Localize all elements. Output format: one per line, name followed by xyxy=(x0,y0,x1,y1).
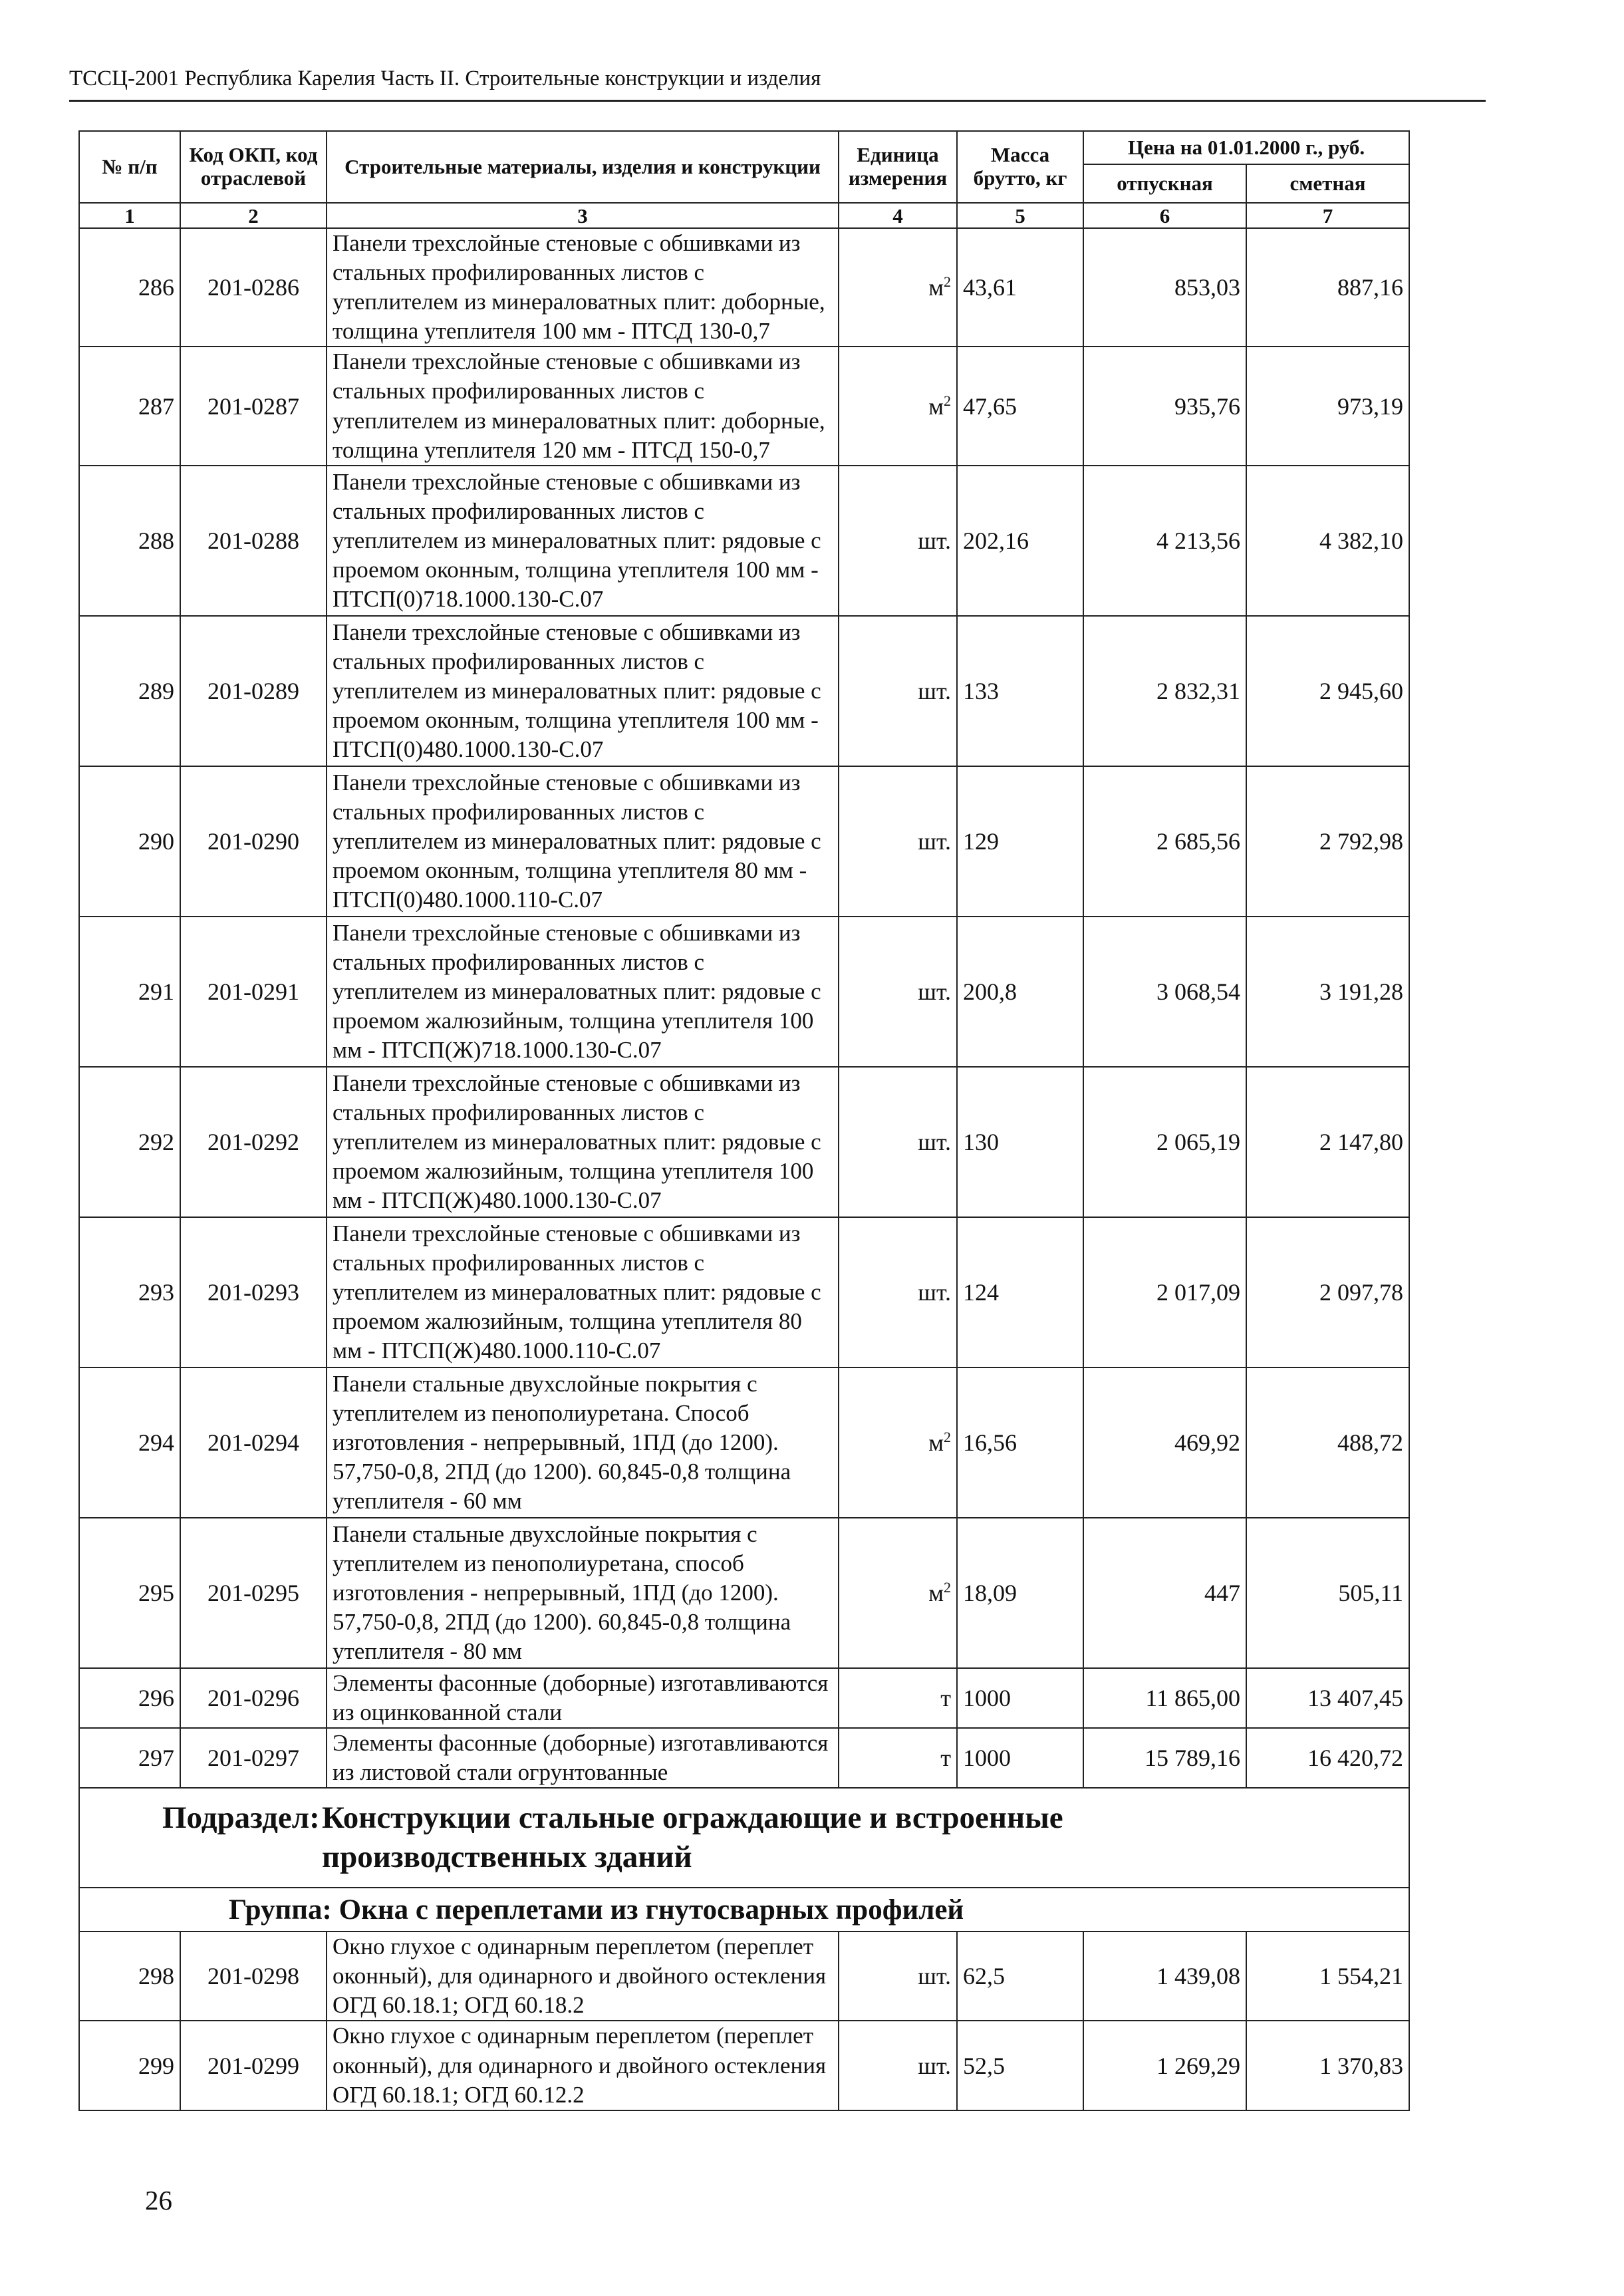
row-price-release: 4 213,56 xyxy=(1083,466,1246,616)
row-code: 201-0290 xyxy=(180,766,327,917)
header-price-group: Цена на 01.01.2000 г., руб. xyxy=(1083,131,1409,164)
table-row xyxy=(79,1367,1409,1518)
header-mass: Масса брутто, кг xyxy=(957,131,1083,203)
group-title: Окна с переплетами из гнутосварных профилей xyxy=(338,1894,964,1926)
row-description: Панели трехслойные стеновые с обшивками из стальных профилированных листов с утеплителем из минераловатных плит: рядовые с проемом оконным, толщина утеплителя 100 мм - ПТСП(0)718.1000.130-С.07 xyxy=(327,466,839,616)
row-unit: шт. xyxy=(839,1217,957,1367)
row-price-release: 3 068,54 xyxy=(1083,917,1246,1067)
row-description: Панели трехслойные стеновые с обшивками из стальных профилированных листов с утеплителем из минераловатных плит: рядовые с проемом жалюзийным, толщина утеплителя 100 мм - ПТСП(Ж)480.1000.130-С.07 xyxy=(327,1067,839,1217)
row-code: 201-0297 xyxy=(180,1728,327,1788)
row-description: Окно глухое с одинарным переплетом (переплет оконный), для одинарного и двойного остекления ОГД 60.18.1; ОГД 60.12.2 xyxy=(327,2021,839,2110)
row-mass: 43,61 xyxy=(957,228,1083,347)
table-row xyxy=(79,1217,1409,1367)
row-price-release: 11 865,00 xyxy=(1083,1668,1246,1728)
row-number: 286 xyxy=(79,228,180,347)
row-code: 201-0291 xyxy=(180,917,327,1067)
table-row xyxy=(79,347,1409,465)
row-price-estimate: 488,72 xyxy=(1246,1367,1409,1518)
header-price-estimate: сметная xyxy=(1246,164,1409,203)
row-code: 201-0298 xyxy=(180,1932,327,2021)
row-mass: 130 xyxy=(957,1067,1083,1217)
row-number: 296 xyxy=(79,1668,180,1728)
row-price-estimate: 2 097,78 xyxy=(1246,1217,1409,1367)
row-price-release: 2 685,56 xyxy=(1083,766,1246,917)
table-row xyxy=(79,1668,1409,1728)
row-price-estimate: 2 792,98 xyxy=(1246,766,1409,917)
group-label: Группа: xyxy=(229,1894,332,1926)
row-code: 201-0289 xyxy=(180,616,327,766)
column-number: 5 xyxy=(957,203,1083,228)
row-price-release: 1 439,08 xyxy=(1083,1932,1246,2021)
row-description: Окно глухое с одинарным переплетом (переплет оконный), для одинарного и двойного остекления ОГД 60.18.1; ОГД 60.18.2 xyxy=(327,1932,839,2021)
row-unit: шт. xyxy=(839,766,957,917)
table-row xyxy=(79,917,1409,1067)
group-heading xyxy=(79,1888,1409,1932)
header-num: № п/п xyxy=(79,131,180,203)
row-price-estimate: 13 407,45 xyxy=(1246,1668,1409,1728)
row-description: Панели трехслойные стеновые с обшивками из стальных профилированных листов с утеплителем из минераловатных плит: рядовые с проемом оконным, толщина утеплителя 80 мм - ПТСП(0)480.1000.110-С.07 xyxy=(327,766,839,917)
row-mass: 62,5 xyxy=(957,1932,1083,2021)
row-price-release: 935,76 xyxy=(1083,347,1246,465)
row-number: 294 xyxy=(79,1367,180,1518)
row-number: 299 xyxy=(79,2021,180,2110)
row-code: 201-0288 xyxy=(180,466,327,616)
row-mass: 1000 xyxy=(957,1668,1083,1728)
row-number: 293 xyxy=(79,1217,180,1367)
column-number: 3 xyxy=(327,203,839,228)
header-rule xyxy=(69,100,1486,102)
table-row xyxy=(79,1067,1409,1217)
row-code: 201-0286 xyxy=(180,228,327,347)
row-code: 201-0294 xyxy=(180,1367,327,1518)
row-unit: $м^2$ xyxy=(839,1367,957,1518)
row-unit: шт. xyxy=(839,1067,957,1217)
row-number: 290 xyxy=(79,766,180,917)
row-price-release: 15 789,16 xyxy=(1083,1728,1246,1788)
row-price-estimate: 16 420,72 xyxy=(1246,1728,1409,1788)
row-unit: шт. xyxy=(839,1932,957,2021)
row-price-estimate: 887,16 xyxy=(1246,228,1409,347)
row-price-release: 447 xyxy=(1083,1518,1246,1668)
row-description: Панели трехслойные стеновые с обшивками из стальных профилированных листов с утеплителем из минераловатных плит: доборные, толщина утеплителя 120 мм - ПТСД 150-0,7 xyxy=(327,347,839,465)
row-unit: т xyxy=(839,1728,957,1788)
row-price-estimate: 1 554,21 xyxy=(1246,1932,1409,2021)
row-code: 201-0293 xyxy=(180,1217,327,1367)
row-description: Панели трехслойные стеновые с обшивками из стальных профилированных листов с утеплителем из минераловатных плит: рядовые с проемом жалюзийным, толщина утеплителя 80 мм - ПТСП(Ж)480.1000.110-С.07 xyxy=(327,1217,839,1367)
table-row xyxy=(79,1518,1409,1668)
row-mass: 18,09 xyxy=(957,1518,1083,1668)
subsection-heading xyxy=(79,1788,1409,1888)
column-number: 6 xyxy=(1083,203,1246,228)
row-unit: $м^2$ xyxy=(839,228,957,347)
row-mass: 1000 xyxy=(957,1728,1083,1788)
row-number: 288 xyxy=(79,466,180,616)
row-price-release: 2 065,19 xyxy=(1083,1067,1246,1217)
row-number: 287 xyxy=(79,347,180,465)
row-unit: шт. xyxy=(839,466,957,616)
row-unit: т xyxy=(839,1668,957,1728)
row-description: Панели трехслойные стеновые с обшивками из стальных профилированных листов с утеплителем из минераловатных плит: доборные, толщина утеплителя 100 мм - ПТСД 130-0,7 xyxy=(327,228,839,347)
row-price-release: 2 832,31 xyxy=(1083,616,1246,766)
price-table xyxy=(78,130,1410,2111)
row-code: 201-0287 xyxy=(180,347,327,465)
page-number: 26 xyxy=(145,2185,172,2216)
row-unit: шт. xyxy=(839,2021,957,2110)
table-row xyxy=(79,1932,1409,2021)
row-mass: 133 xyxy=(957,616,1083,766)
row-price-estimate: 4 382,10 xyxy=(1246,466,1409,616)
row-price-estimate: 3 191,28 xyxy=(1246,917,1409,1067)
row-price-estimate: 1 370,83 xyxy=(1246,2021,1409,2110)
row-unit: $м^2$ xyxy=(839,1518,957,1668)
row-mass: 202,16 xyxy=(957,466,1083,616)
table-row xyxy=(79,766,1409,917)
row-mass: 129 xyxy=(957,766,1083,917)
column-number: 7 xyxy=(1246,203,1409,228)
row-mass: 124 xyxy=(957,1217,1083,1367)
table-row xyxy=(79,616,1409,766)
row-number: 298 xyxy=(79,1932,180,2021)
row-price-release: 1 269,29 xyxy=(1083,2021,1246,2110)
row-price-estimate: 2 945,60 xyxy=(1246,616,1409,766)
table-row xyxy=(79,466,1409,616)
row-description: Панели трехслойные стеновые с обшивками из стальных профилированных листов с утеплителем из минераловатных плит: рядовые с проемом оконным, толщина утеплителя 100 мм - ПТСП(0)480.1000.130-С.07 xyxy=(327,616,839,766)
row-number: 292 xyxy=(79,1067,180,1217)
row-description: Панели трехслойные стеновые с обшивками из стальных профилированных листов с утеплителем из минераловатных плит: рядовые с проемом жалюзийным, толщина утеплителя 100 мм - ПТСП(Ж)718.1000.130-С.07 xyxy=(327,917,839,1067)
header-code: Код ОКП, код отраслевой xyxy=(180,131,327,203)
row-number: 297 xyxy=(79,1728,180,1788)
row-description: Панели стальные двухслойные покрытия с утеплителем из пенополиуретана. Способ изготовления - непрерывный, 1ПД (до 1200). 57,750-0,8, 2ПД (до 1200). 60,845-0,8 толщина утеплителя - 60 мм xyxy=(327,1367,839,1518)
column-number: 1 xyxy=(79,203,180,228)
subsection-title: Конструкции стальные ограждающие и встроенные производственных зданий xyxy=(322,1800,1063,1875)
table-row xyxy=(79,228,1409,347)
row-price-release: 853,03 xyxy=(1083,228,1246,347)
row-mass: 47,65 xyxy=(957,347,1083,465)
row-description: Панели стальные двухслойные покрытия с утеплителем из пенополиуретана, способ изготовления - непрерывный, 1ПД (до 1200). 57,750-0,8, 2ПД (до 1200). 60,845-0,8 толщина утеплителя - 80 мм xyxy=(327,1518,839,1668)
row-code: 201-0292 xyxy=(180,1067,327,1217)
header-price-release: отпускная xyxy=(1083,164,1246,203)
row-price-estimate: 973,19 xyxy=(1246,347,1409,465)
row-number: 289 xyxy=(79,616,180,766)
row-code: 201-0296 xyxy=(180,1668,327,1728)
column-number: 2 xyxy=(180,203,327,228)
row-mass: 16,56 xyxy=(957,1367,1083,1518)
row-mass: 200,8 xyxy=(957,917,1083,1067)
header-unit: Единица измерения xyxy=(839,131,957,203)
row-mass: 52,5 xyxy=(957,2021,1083,2110)
row-unit: $м^2$ xyxy=(839,347,957,465)
row-number: 291 xyxy=(79,917,180,1067)
row-price-estimate: 2 147,80 xyxy=(1246,1067,1409,1217)
row-code: 201-0299 xyxy=(180,2021,327,2110)
column-number: 4 xyxy=(839,203,957,228)
row-price-release: 2 017,09 xyxy=(1083,1217,1246,1367)
header-name: Строительные материалы, изделия и конструкции xyxy=(327,131,839,203)
row-description: Элементы фасонные (доборные) изготавливаются из листовой стали огрунтованные xyxy=(327,1728,839,1788)
row-description: Элементы фасонные (доборные) изготавливаются из оцинкованной стали xyxy=(327,1668,839,1728)
subsection-label: Подраздел: xyxy=(162,1800,320,1836)
row-price-release: 469,92 xyxy=(1083,1367,1246,1518)
row-code: 201-0295 xyxy=(180,1518,327,1668)
row-unit: шт. xyxy=(839,917,957,1067)
row-unit: шт. xyxy=(839,616,957,766)
table-row xyxy=(79,2021,1409,2110)
table-row xyxy=(79,1728,1409,1788)
running-header: ТССЦ-2001 Республика Карелия Часть II. Строительные конструкции и изделия xyxy=(69,67,821,90)
row-price-estimate: 505,11 xyxy=(1246,1518,1409,1668)
row-number: 295 xyxy=(79,1518,180,1668)
